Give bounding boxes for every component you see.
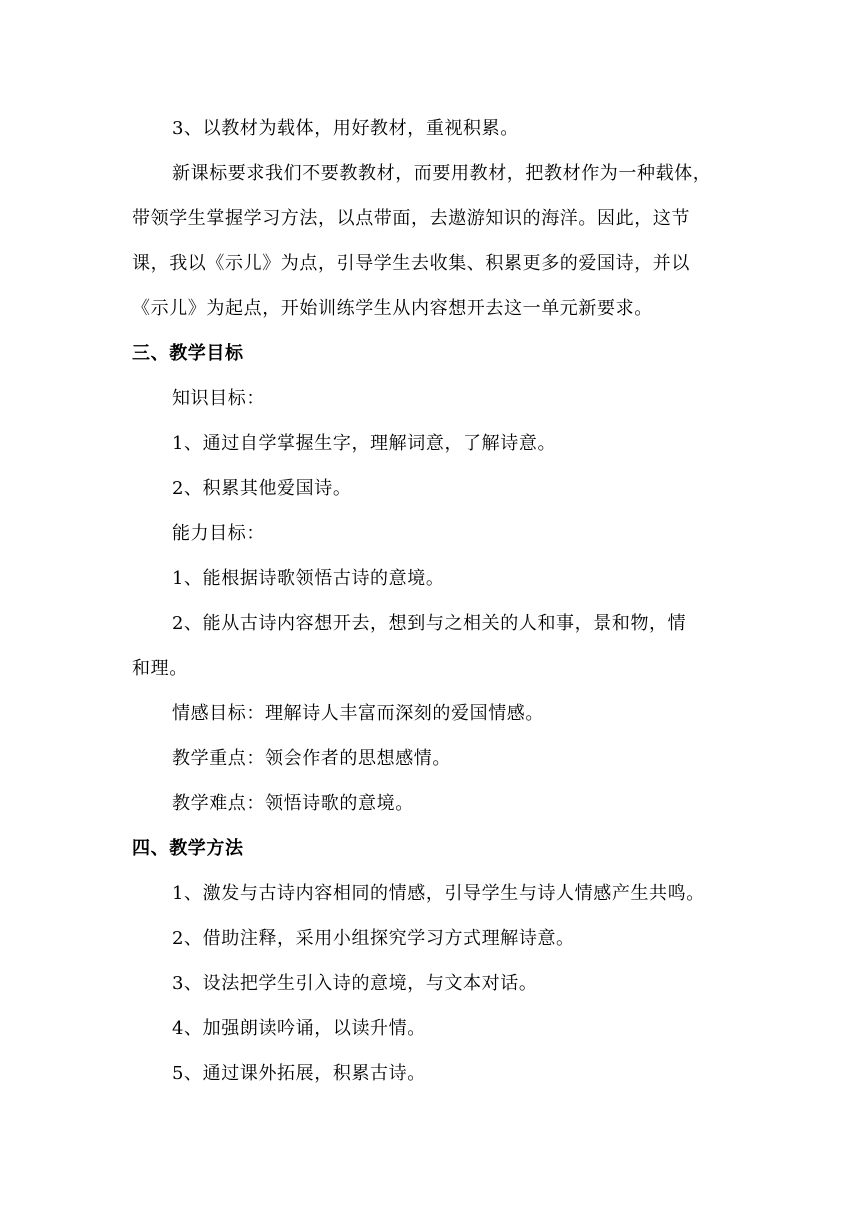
list-item: 3、设法把学生引入诗的意境，与文本对话。 (172, 973, 538, 994)
knowledge-objectives-label: 知识目标： (172, 388, 265, 409)
list-item: 1、激发与古诗内容相同的情感，引导学生与诗人情感产生共鸣。 (172, 883, 705, 904)
list-item: 1、通过自学掌握生字，理解词意，了解诗意。 (172, 433, 557, 454)
paragraph-line: 《示儿》为起点，开始训练学生从内容想开去这一单元新要求。 (132, 298, 653, 319)
teaching-difficulty: 教学难点：领悟诗歌的意境。 (172, 793, 414, 814)
emotion-objective: 情感目标：理解诗人丰富而深刻的爱国情感。 (172, 703, 544, 724)
paragraph-line: 新课标要求我们不要教教材，而要用教材，把教材作为一种载体， (172, 163, 712, 184)
list-item: 1、能根据诗歌领悟古诗的意境。 (172, 568, 445, 589)
paragraph-line: 带领学生掌握学习方法，以点带面，去遨游知识的海洋。因此，这节 (132, 208, 690, 229)
section-heading-objectives: 三、教学目标 (132, 343, 244, 364)
section-heading-methods: 四、教学方法 (132, 838, 244, 859)
list-item: 2、积累其他爱国诗。 (172, 478, 352, 499)
list-item-continuation: 和理。 (132, 658, 188, 679)
list-item: 2、借助注释，采用小组探究学习方式理解诗意。 (172, 928, 575, 949)
ability-objectives-label: 能力目标： (172, 523, 265, 544)
list-item: 5、通过课外拓展，积累古诗。 (172, 1063, 426, 1084)
paragraph-item-3: 3、以教材为载体，用好教材，重视积累。 (172, 118, 519, 139)
list-item: 4、加强朗读吟诵，以读升情。 (172, 1018, 426, 1039)
teaching-focus: 教学重点：领会作者的思想感情。 (172, 748, 451, 769)
list-item: 2、能从古诗内容想开去，想到与之相关的人和事，景和物，情 (172, 613, 687, 634)
paragraph-line: 课，我以《示儿》为点，引导学生去收集、积累更多的爱国诗，并以 (132, 253, 690, 274)
